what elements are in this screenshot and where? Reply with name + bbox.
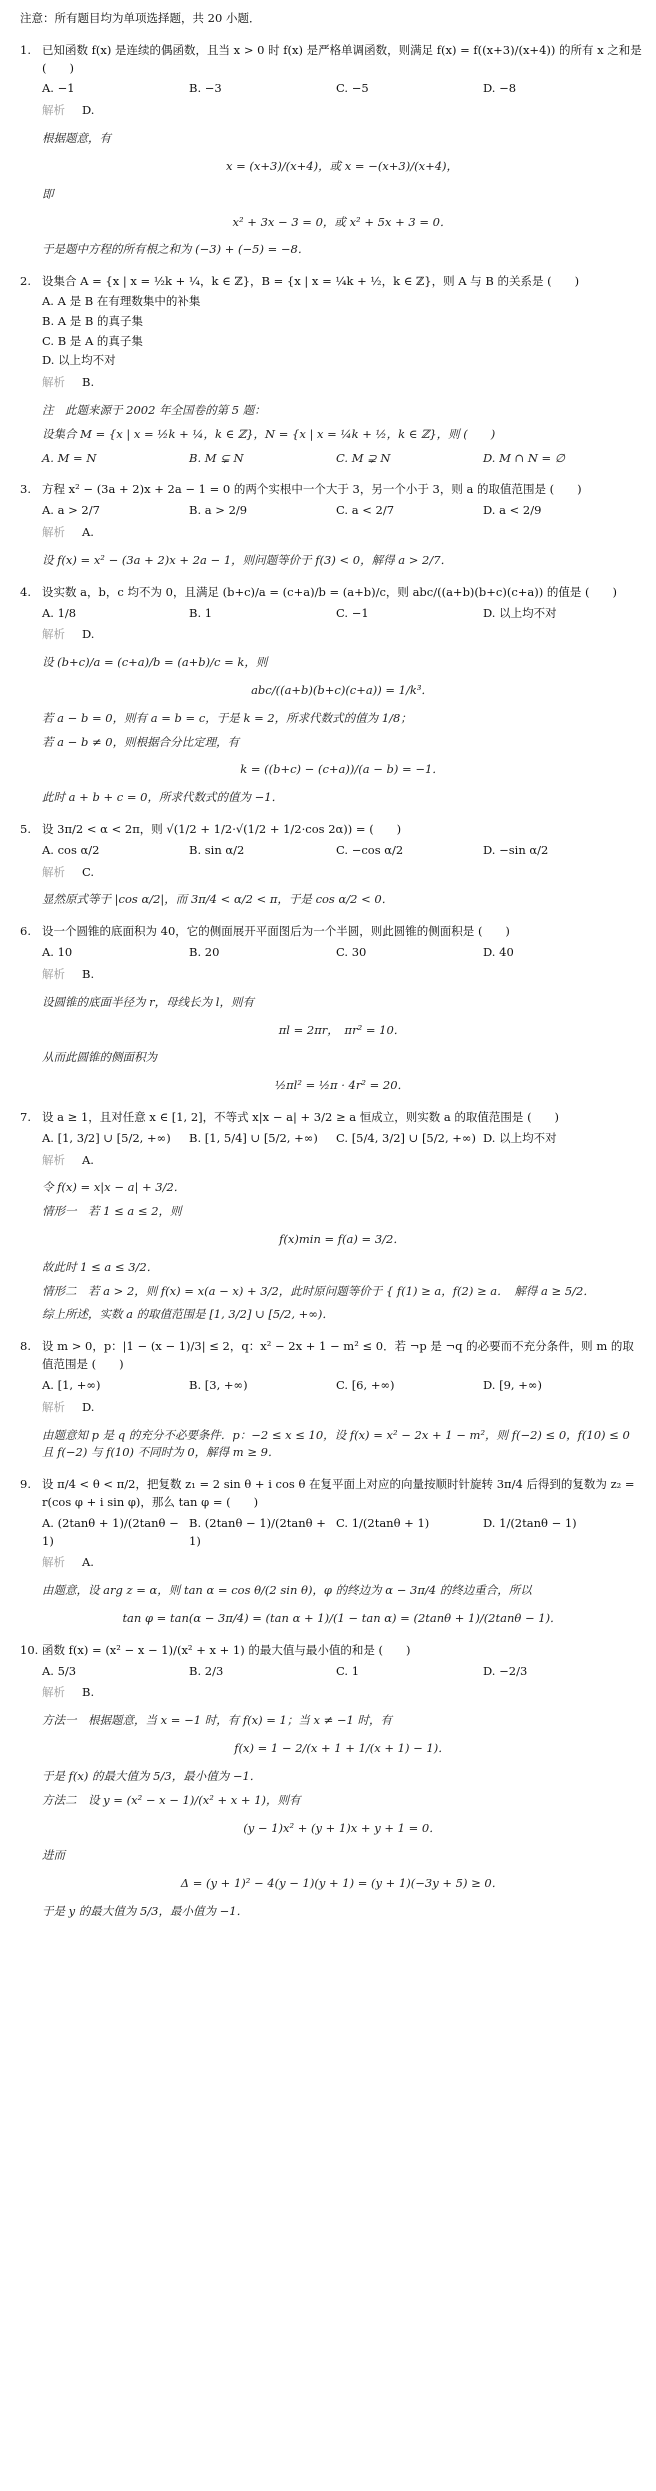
solution-text: 若 a − b ≠ 0，则根据合分比定理，有 [42,734,240,749]
answer-label: 解析 [42,1399,65,1414]
question-stem [20,42,642,78]
solution-text: 由题意知 p 是 q 的充分不必要条件．p：−2 ≤ x ≤ 10，设 f(x) = x² − 2x + 1 − m²，则 f(−2) ≤ 0，f(10) ≤ 0 且 f(−2) 与 f(10) 不同时为 0，解得 m ≥ 9． [42,1427,630,1460]
solution-block [20,994,642,1095]
question-1 [20,42,642,259]
display-formula: tan φ = tan(α − 3π/4) = (tan α + 1)/(1 − tan α) = (2tanθ + 1)/(2tanθ − 1)． [122,1611,562,1625]
option: A. 10 [42,945,73,960]
option: C. 1 [336,1663,360,1678]
display-formula: f(x) = 1 − 2/(x + 1 + 1/(x + 1) − 1)． [234,1741,450,1756]
solution-text: 若 a − b = 0，则有 a = b = c，于是 k = 2，所求代数式的值为 1/8； [42,710,412,725]
question-10 [20,1642,642,1921]
answer-value: A. [82,1152,94,1167]
option: C. 1/(2tanθ + 1) [336,1515,430,1530]
question-text: 方程 x² − (3a + 2)x + 2a − 1 = 0 的两个实根中一个大于 3，另一个小于 3，则 a 的取值范围是 ( ) [42,482,582,497]
answer-label: 解析 [42,1555,65,1570]
solution-block [20,1179,642,1324]
answer-label: 解析 [42,375,65,390]
answer-value: D. [82,1399,95,1414]
option: D. 40 [483,945,514,960]
option: A. A 是 B 在有理数集中的补集 [42,293,201,308]
option: D. 以上均不对 [483,605,557,620]
question-number: 4. [20,584,31,599]
option: B. A 是 B 的真子集 [42,313,143,328]
question-text: 设集合 A = {x | x = ½k + ¼，k ∈ ℤ}，B = {x | x = ¼k + ½，k ∈ ℤ}，则 A 与 B 的关系是 ( ) [42,274,580,289]
solution-text: 令 f(x) = x|x − a| + 3/2． [42,1180,186,1195]
answer-line [20,374,642,392]
question-number: 9. [20,1477,31,1492]
question-text: 设 3π/2 < α < 2π，则 √(1/2 + 1/2·√(1/2 + 1/2·cos 2α)) = ( ) [42,822,402,836]
question-number: 7. [20,1109,31,1124]
option: C. M ⊋ N [336,450,391,465]
answer-label: 解析 [42,1685,65,1700]
option-row [20,80,642,98]
option: A. 5/3 [42,1663,77,1678]
question-7 [20,1109,642,1324]
answer-value: A. [82,525,94,540]
solution-text: 综上所述，实数 a 的取值范围是 [1, 3/2] ∪ [5/2, +∞)． [42,1307,334,1322]
display-formula: (y − 1)x² + (y + 1)x + y + 1 = 0． [243,1820,441,1835]
solution-text: 于是题中方程的所有根之和为 (−3) + (−5) = −8． [42,242,310,257]
display-formula: ½πl² = ½π · 4r² = 20． [274,1078,410,1093]
answer-label: 解析 [42,525,65,540]
answer-value: B. [82,1685,95,1700]
question-stem [20,1109,642,1127]
question-stem [20,923,642,941]
option: C. −1 [336,605,369,620]
answer-line [20,864,642,882]
question-stem [20,481,642,499]
answer-label: 解析 [42,1152,65,1167]
answer-line [20,1399,642,1417]
question-text: 设实数 a，b，c 均不为 0，且满足 (b+c)/a = (c+a)/b = (a+b)/c，则 abc/((a+b)(b+c)(c+a)) 的值是 ( ) [42,584,618,599]
question-number: 6. [20,924,31,939]
solution-text: 从而此圆锥的侧面积为 [42,1050,157,1065]
question-5 [20,821,642,909]
solution-text: 设 (b+c)/a = (c+a)/b = (a+b)/c = k，则 [42,655,268,670]
solution-text: 故此时 1 ≤ a ≤ 3/2． [42,1259,159,1274]
option: D. a < 2/9 [483,503,542,518]
option: B. sin α/2 [189,842,245,857]
solution-block [20,402,642,467]
option: D. −2/3 [483,1663,528,1678]
answer-value: D. [82,627,95,642]
question-number: 1. [20,42,31,57]
answer-label: 解析 [42,103,65,118]
display-formula: k = ((b+c) − (c+a))/(a − b) = −1． [240,762,444,777]
answer-line [20,1152,642,1170]
question-stem [20,1476,642,1512]
answer-label: 解析 [42,864,65,879]
option: D. M ∩ N = ∅ [483,450,565,465]
solution-block [20,1427,642,1463]
answer-value: B. [82,375,95,390]
option: B. 20 [189,945,220,960]
option: B. −3 [189,81,222,96]
question-stem [20,1338,642,1374]
answer-line [20,626,642,644]
answer-line [20,1684,642,1702]
option: C. [6, +∞) [336,1377,395,1392]
option: C. −cos α/2 [336,842,404,857]
option: B. 2/3 [189,1663,224,1678]
option: B. (2tanθ − 1)/(2tanθ + 1) [189,1515,326,1548]
option: C. 30 [336,945,367,960]
solution-text: 情形一 若 1 ≤ a ≤ 2，则 [42,1204,182,1219]
question-stem [20,584,642,602]
question-text: 设一个圆锥的底面积为 40，它的侧面展开平面图后为一个半圆，则此圆锥的侧面积是 ( ) [42,924,510,939]
solution-text: 此时 a + b + c = 0，所求代数式的值为 −1． [42,790,284,805]
question-stem [20,821,642,839]
solution-text: 进而 [42,1848,65,1863]
question-9 [20,1476,642,1628]
solution-text: 方法二 设 y = (x² − x − 1)/(x² + x + 1)，则有 [42,1792,301,1807]
question-number: 3. [20,482,31,497]
question-number: 10. [20,1642,39,1657]
display-formula: πl = 2πr， πr² = 10． [278,1022,406,1037]
answer-value: A. [82,1555,94,1570]
option: D. −8 [483,81,517,96]
solution-text: 即 [42,186,54,201]
option-row [42,450,642,468]
question-4 [20,584,642,807]
solution-text: 设 f(x) = x² − (3a + 2)x + 2a − 1，则问题等价于 f(3) < 0，解得 a > 2/7． [42,552,453,567]
option-row [20,1515,642,1551]
question-2 [20,273,642,467]
question-text: 函数 f(x) = (x² − x − 1)/(x² + x + 1) 的最大值与最小值的和是 ( ) [42,1642,411,1657]
option: D. 以上均不对 [42,353,116,368]
answer-line [20,1554,642,1572]
option: B. 1 [189,605,213,620]
solution-block [20,1712,642,1921]
option-row [20,605,642,623]
display-formula: Δ = (y + 1)² − 4(y − 1)(y + 1) = (y + 1)(−3y + 5) ≥ 0． [180,1876,504,1891]
solution-text: 注 此题来源于 2002 年全国卷的第 5 题： [42,403,266,417]
solution-text: 设集合 M = {x | x = ½k + ¼，k ∈ ℤ}，N = {x | x = ¼k + ½，k ∈ ℤ}，则 ( ) [42,426,496,441]
solution-text: 于是 y 的最大值为 5/3，最小值为 −1． [42,1903,249,1918]
option-row [20,502,642,520]
question-stem [20,1642,642,1660]
display-formula: x = (x+3)/(x+4)，或 x = −(x+3)/(x+4)， [225,158,459,173]
question-list [20,42,642,1921]
question-number: 5. [20,822,31,836]
option: A. 1/8 [42,605,77,620]
solution-text: 由题意，设 arg z = α，则 tan α = cos θ/(2 sin θ)，φ 的终边为 α − 3π/4 的终边重合，所以 [42,1583,532,1598]
question-8 [20,1338,642,1462]
option: B. [1, 5/4] ∪ [5/2, +∞) [189,1130,318,1145]
question-6 [20,923,642,1095]
answer-value: C. [82,864,95,879]
option: D. −sin α/2 [483,842,549,857]
solution-text: 显然原式等于 |cos α/2|，而 3π/4 < α/2 < π，于是 cos α/2 < 0． [42,892,394,907]
solution-block [20,552,642,570]
option: A. −1 [42,81,75,96]
solution-block [20,891,642,909]
option: C. B 是 A 的真子集 [42,333,143,348]
solution-block [20,654,642,807]
option: C. −5 [336,81,369,96]
option: C. a < 2/7 [336,503,395,518]
option: C. [5/4, 3/2] ∪ [5/2, +∞) [336,1130,476,1145]
option: B. a > 2/9 [189,503,248,518]
option: B. M ⊊ N [189,450,244,465]
answer-label: 解析 [42,627,65,642]
option-row [20,944,642,962]
option-row [20,842,642,860]
option: A. (2tanθ + 1)/(2tanθ − 1) [42,1515,179,1548]
question-text: 已知函数 f(x) 是连续的偶函数，且当 x > 0 时 f(x) 是严格单调函数，则满足 f(x) = f((x+3)/(x+4)) 的所有 x 之和是 ( ) [42,42,642,75]
option: D. 以上均不对 [483,1130,557,1145]
answer-line [20,102,642,120]
option: D. [9, +∞) [483,1377,542,1392]
question-stem [20,273,642,291]
solution-text: 情形二 若 a > 2，则 f(x) = x(a − x) + 3/2，此时原问题等价于 { f(1) ≥ a，f(2) ≥ a． 解得 a ≥ 5/2． [42,1283,595,1298]
option: A. M = N [42,450,97,465]
question-text: 设 m > 0，p：|1 − (x − 1)/3| ≤ 2，q：x² − 2x + 1 − m² ≤ 0．若 ¬p 是 ¬q 的必要而不充分条件，则 m 的取值范围是 ( ) [42,1339,634,1372]
answer-line [20,524,642,542]
question-text: 设 a ≥ 1，且对任意 x ∈ [1, 2]，不等式 x|x − a| + 3/2 ≥ a 恒成立，则实数 a 的取值范围是 ( ) [42,1109,560,1124]
option-row [20,1663,642,1681]
question-text: 设 π/4 < θ < π/2，把复数 z₁ = 2 sin θ + i cos θ 在复平面上对应的向量按顺时针旋转 3π/4 后得到的复数为 z₂ = r(cos φ + i sin φ)，那么 tan φ = ( ) [42,1477,635,1509]
option: D. 1/(2tanθ − 1) [483,1515,577,1530]
display-formula: abc/((a+b)(b+c)(c+a)) = 1/k³． [251,682,433,697]
option: A. a > 2/7 [42,503,100,518]
solution-text: 于是 f(x) 的最大值为 5/3，最小值为 −1． [42,1768,262,1783]
option-row [20,1377,642,1395]
exam-notice: 注意：所有题目均为单项选择题，共 20 小题． [20,11,261,25]
solution-block [20,1582,642,1628]
question-3 [20,481,642,569]
answer-value: D. [82,103,95,118]
question-number: 2. [20,274,31,289]
answer-line [20,966,642,984]
display-formula: x² + 3x − 3 = 0，或 x² + 5x + 3 = 0． [232,214,452,229]
solution-text: 根据题意，有 [42,131,111,146]
option: A. [1, 3/2] ∪ [5/2, +∞) [42,1130,171,1145]
option: B. [3, +∞) [189,1377,248,1392]
answer-label: 解析 [42,966,65,981]
solution-text: 方法一 根据题意，当 x = −1 时，有 f(x) = 1；当 x ≠ −1 时，有 [42,1713,393,1728]
option-row [20,1130,642,1148]
solution-text: 设圆锥的底面半径为 r，母线长为 l，则有 [42,994,254,1009]
question-number: 8. [20,1339,31,1354]
option: A. [1, +∞) [42,1377,101,1392]
display-formula: f(x)min = f(a) = 3/2． [279,1232,405,1246]
option: A. cos α/2 [42,842,100,857]
answer-value: B. [82,966,95,981]
solution-block [20,130,642,259]
